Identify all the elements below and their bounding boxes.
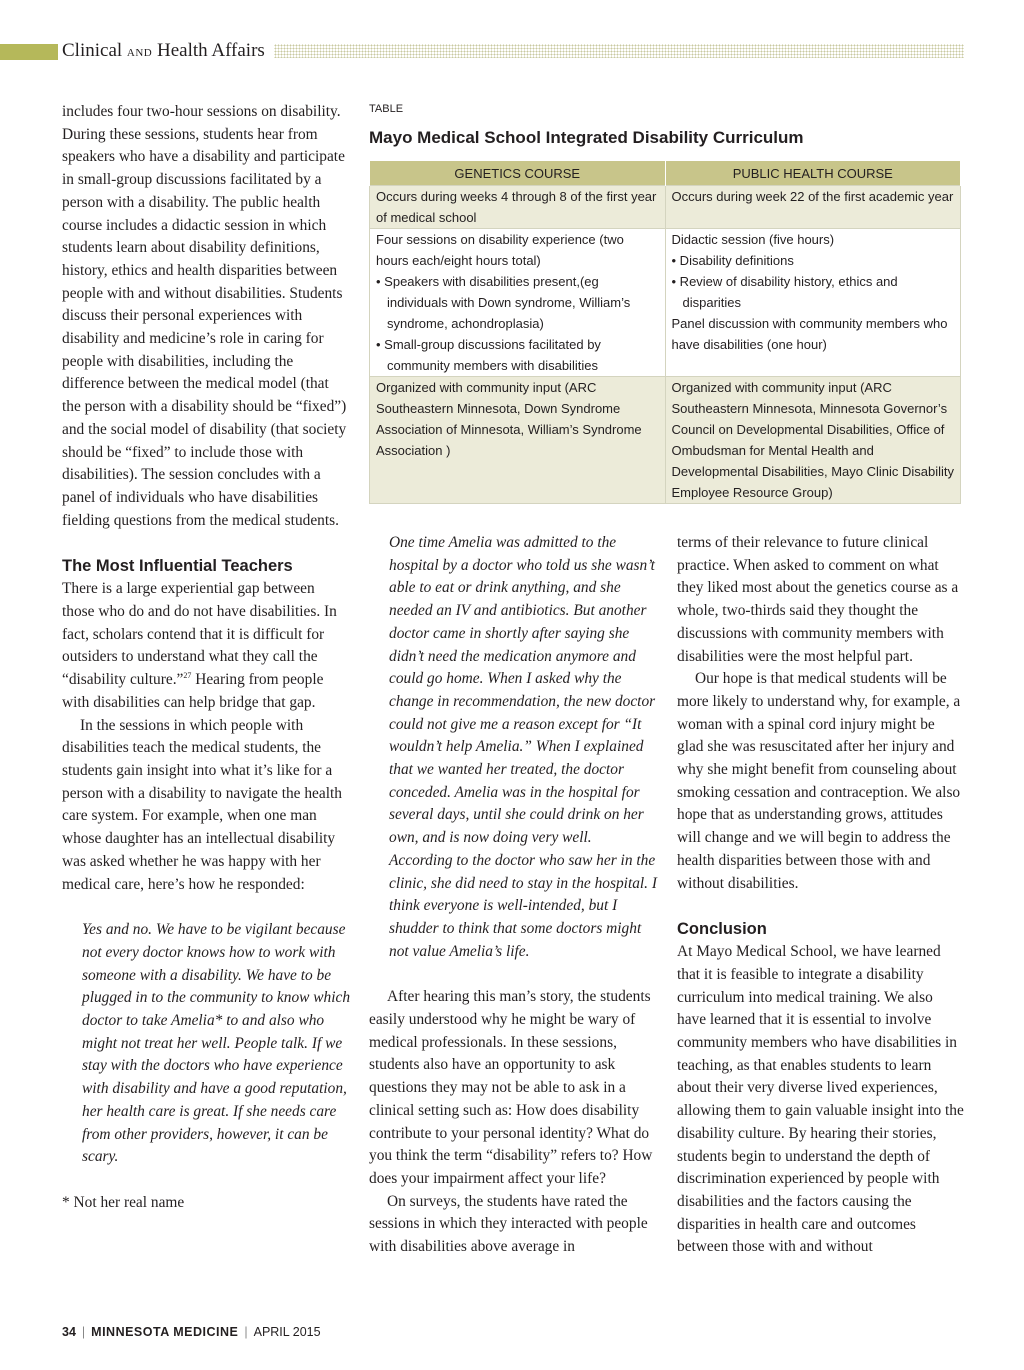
page-footer: 34 | MINNESOTA MEDICINE | APRIL 2015 [62, 1325, 321, 1339]
table-row [370, 186, 961, 229]
page-number: 34 [62, 1325, 76, 1339]
col1-paragraph-2: There is a large experiential gap between those who do and do not have disabilities. In fact, scholars contend that it is difficult for outsiders to understand what they call the “disability culture.”$^{27}$ Hearing from people with disabilities can help bridge that gap. [62, 580, 337, 711]
col3-paragraph-3: At Mayo Medical School, we have learned that it is feasible to integrate a disability curriculum into medical training. We also have learned that it is essential to involve community members who have disabilities in teaching, as that enables students to learn about their very diverse lived experiences, allowing them to gain valuable insight into the disability culture. By hearing their stories, students begin to understand the depth of discrimination experienced by people with disabilities and the factors causing the disparities in health care and outcomes between those with and without [677, 943, 964, 1256]
column-3 [677, 532, 965, 1259]
cell-public-timing: Occurs during week 22 of the first academic year [665, 186, 960, 229]
footnote: * Not her real name [62, 1193, 185, 1211]
col2-paragraph-1: After hearing this man’s story, the students easily understood why he might be wary of medical professionals. In these sessions, students also have an opportunity to ask questions they may not be able to ask in a clinical setting such as: How does disability contribute to your personal identity? What do you think the term “disability” refers to? How does your impairment affect your life? [369, 988, 653, 1187]
column-1 [62, 101, 350, 1215]
section-title-part3: Health Affairs [157, 40, 265, 61]
section-title [62, 40, 265, 62]
col2-quote: One time Amelia was admitted to the hospital by a doctor who told us she wasn’t able to eat or drink anything, and she needed an IV and antibiotics. But another doctor came in shortly after saying she didn’t need the medication anymore and could go home. When I asked why the change in recommendation, the new doctor could not give me a reason except for “It wouldn’t help Amelia.” When I explained that we wanted her treated, the doctor conceded. Amelia was in the hospital for several days, until she could drink on her own, and is now doing very well. According to the doctor who saw her in the clinic, she did need to stay in the hospital. I think everyone is well-intended, but I shudder to think that some doctors might not value Amelia’s life. [389, 534, 658, 960]
table-title: Mayo Medical School Integrated Disability Curriculum [369, 128, 804, 147]
cell-genetics-organizers: Organized with community input (ARC Southeastern Minnesota, Down Syndrome Association of Minnesota, William’s Syndrome Association ) [370, 377, 666, 504]
col1-paragraph-1: includes four two-hour sessions on disability. During these sessions, students hear from speakers who have a disability and participate in small-group discussions facilitated by a person with a disability. The public health course includes a didactic session in which students learn about disability definitions, history, ethics and health disparities between people with and without disabilities. Students discuss their personal experiences with disability and medicine’s role in caring for people with disabilities, including the difference between the medical model (that the person with a disability should be “fixed”) and the social model of disability (that society should be “fixed” to include those with disabilities). The session concludes with a panel of individuals who have disabilities fielding questions from the medical students. [62, 103, 347, 529]
heading-influential-teachers: The Most Influential Teachers [62, 557, 293, 576]
table-row [370, 229, 961, 377]
cell-public-content [665, 229, 960, 377]
genetics-bullet: • Speakers with disabilities present,(eg individuals with Down syndrome, William’s syndrome, achondroplasia) [376, 274, 631, 331]
public-content-intro: Didactic session (five hours) [671, 232, 835, 247]
section-title-part2: AND [126, 47, 153, 59]
col2-paragraph-2: On surveys, the students have rated the sessions in which they interacted with people with disabilities above average in [369, 1192, 648, 1256]
col3-paragraph-2: Our hope is that medical students will be more likely to understand why, for example, a woman with a spinal cord injury might be glad she was resuscitated after her injury and why she might benefit from counseling about smoking cessation and contraception. We also hope that as understanding grows, attitudes will change and we will begin to address the health disparities between those with and without disabilities. [677, 670, 961, 892]
cell-public-organizers: Organized with community input (ARC Southeastern Minnesota, Minnesota Governor’s Council on Developmental Disabilities, Office of Ombudsman for Mental Health and Developmental Disabilities, Mayo Clinic Disability Employee Resource Group) [665, 377, 960, 504]
genetics-content-intro: Four sessions on disability experience (two hours each/eight hours total) [376, 232, 624, 268]
heading-conclusion: Conclusion [677, 920, 767, 939]
issue-date: APRIL 2015 [253, 1325, 321, 1339]
header-public-health-course: PUBLIC HEALTH COURSE [665, 161, 960, 186]
header-genetics-course: GENETICS COURSE [370, 161, 666, 186]
column-2 [369, 532, 657, 1259]
col1-quote: Yes and no. We have to be vigilant because not every doctor knows how to work with someone with a disability. We have to be plugged in to the community to know which doctor to take Amelia* to and also who might not treat her well. People talk. If we stay with the doctors who have experience with disability and have a good reputation, her health care is great. If she needs care from other providers, however, it can be scary. [82, 921, 351, 1166]
public-bullet: • Disability definitions [671, 253, 794, 268]
cell-genetics-content [370, 229, 666, 377]
citation-27: 27 [183, 671, 192, 681]
table-label: TABLE [369, 103, 404, 115]
cell-genetics-timing: Occurs during weeks 4 through 8 of the first year of medical school [370, 186, 666, 229]
section-title-part1: Clinical [62, 40, 123, 61]
public-content-outro: Panel discussion with community members who have disabilities (one hour) [671, 316, 948, 352]
table-header-row [370, 161, 961, 186]
table-row [370, 377, 961, 504]
genetics-bullet: • Small-group discussions facilitated by community members with disabilities [376, 337, 601, 373]
col1-paragraph-3: In the sessions in which people with disabilities teach the medical students, the students gain insight into what it’s like for a person with a disability to navigate the health care system. For example, when one man whose daughter has an intellectual disability was asked whether he was happy with her medical care, here’s how he responded: [62, 716, 342, 893]
magazine-name: MINNESOTA MEDICINE [91, 1325, 239, 1339]
public-bullet: • Review of disability history, ethics and disparities [671, 274, 898, 310]
running-header [0, 40, 1024, 64]
curriculum-table [369, 161, 961, 504]
col3-paragraph-1: terms of their relevance to future clinical practice. When asked to comment on what they liked most about the genetics course as a whole, two-thirds said they thought the discussions with community members with disabilities were the most helpful part. [677, 534, 959, 665]
header-accent-block [0, 44, 58, 60]
header-dot-pattern [274, 44, 964, 58]
